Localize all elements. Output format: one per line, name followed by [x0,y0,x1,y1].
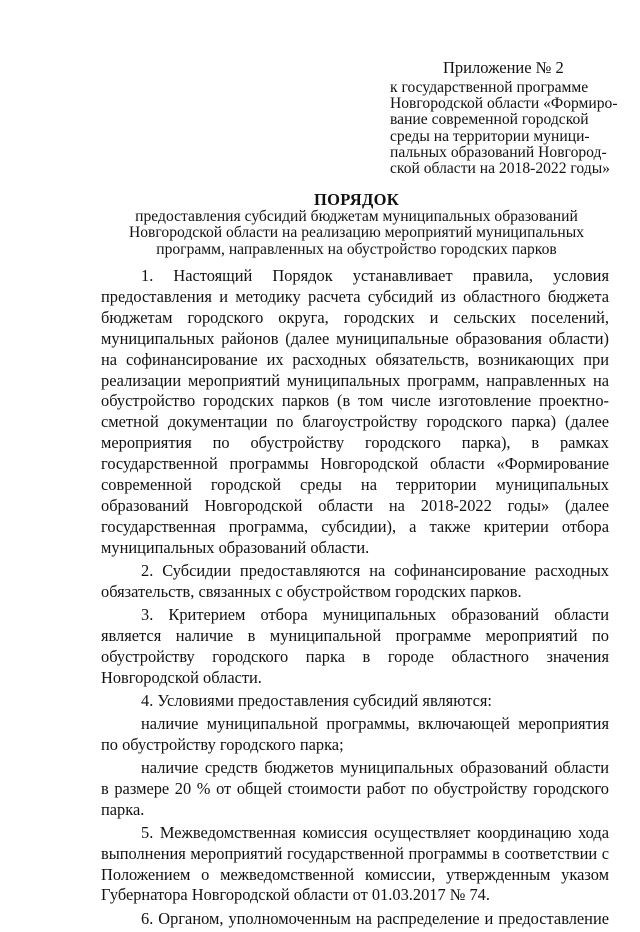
appendix-reference-line: к государственной программе [390,79,589,96]
paragraph-1: 1. Настоящий Порядок устанавливает правила, условия предоставления и методику расчета субсидий из областного бюджета бюджетам городского округа, городских и сельских поселений, муниципальных районов (далее муниципальные образования области) на софинансирование их расходных обязательств, возникающих при реализации мероприятий муниципальных программ, направленных на обустройство городских парков (в том числе изготовление проектно-сметной документации по благоустройству городского парка) (далее мероприятия по обустройству городского парка), в рамках государственной программы Новгородской области «Формирование современной городской среды на территории муниципальных образований Новгородской области на 2018-2022 годы» (далее государственная программа, субсидии), а также критерии отбора муниципальных образований области. [101,266,609,557]
paragraph-3: 3. Критерием отбора муниципальных образований области является наличие в муниципальной программе мероприятий по обустройству городского парка в городе областного значения Новгородской области. [101,604,609,687]
paragraph-4: 4. Условиями предоставления субсидий являются: [141,690,492,710]
appendix-title: Приложение № 2 [443,58,564,77]
document-body [101,266,609,932]
appendix-reference-line: пальных образований Новгород- [390,143,607,161]
appendix-reference-line: среды на территории муници- [390,127,590,145]
document-title: ПОРЯДОК [313,190,400,209]
appendix-reference-line: Новгородской области «Формиро- [390,95,618,113]
appendix-reference-line: вание современной городской [390,111,589,129]
appendix-reference-line: ской области на 2018-2022 годы» [390,160,610,178]
document-subtitle-line: Новгородской области на реализацию мероприятий муниципальных [128,224,585,242]
paragraph-4-condition-1: наличие муниципальной программы, включающей мероприятия по обустройству городского парка; [101,713,609,754]
document-subtitle-line: программ, направленных на обустройство городских парков [156,240,557,258]
paragraph-2: 2. Субсидии предоставляются на софинансирование расходных обязательств, связанных с обустройством городских парков. [101,560,609,601]
appendix-reference [390,79,618,178]
paragraph-6: 6. Органом, уполномоченным на распределение и предоставление [141,908,609,928]
document-subtitle-line: предоставления субсидий бюджетам муниципальных образований [135,208,578,225]
paragraph-5: 5. Межведомственная комиссия осуществляет координацию хода выполнения мероприятий государственной программы в соответствии с Положением о межведомственной комиссии, утвержденным указом Губернатора Новгородской области от 01.03.2017 № 74. [101,822,609,905]
paragraph-4-condition-2: наличие средств бюджетов муниципальных образований области в размере 20 % от общей стоимости работ по обустройству городского парка. [101,757,609,819]
document-subtitle [120,209,593,258]
